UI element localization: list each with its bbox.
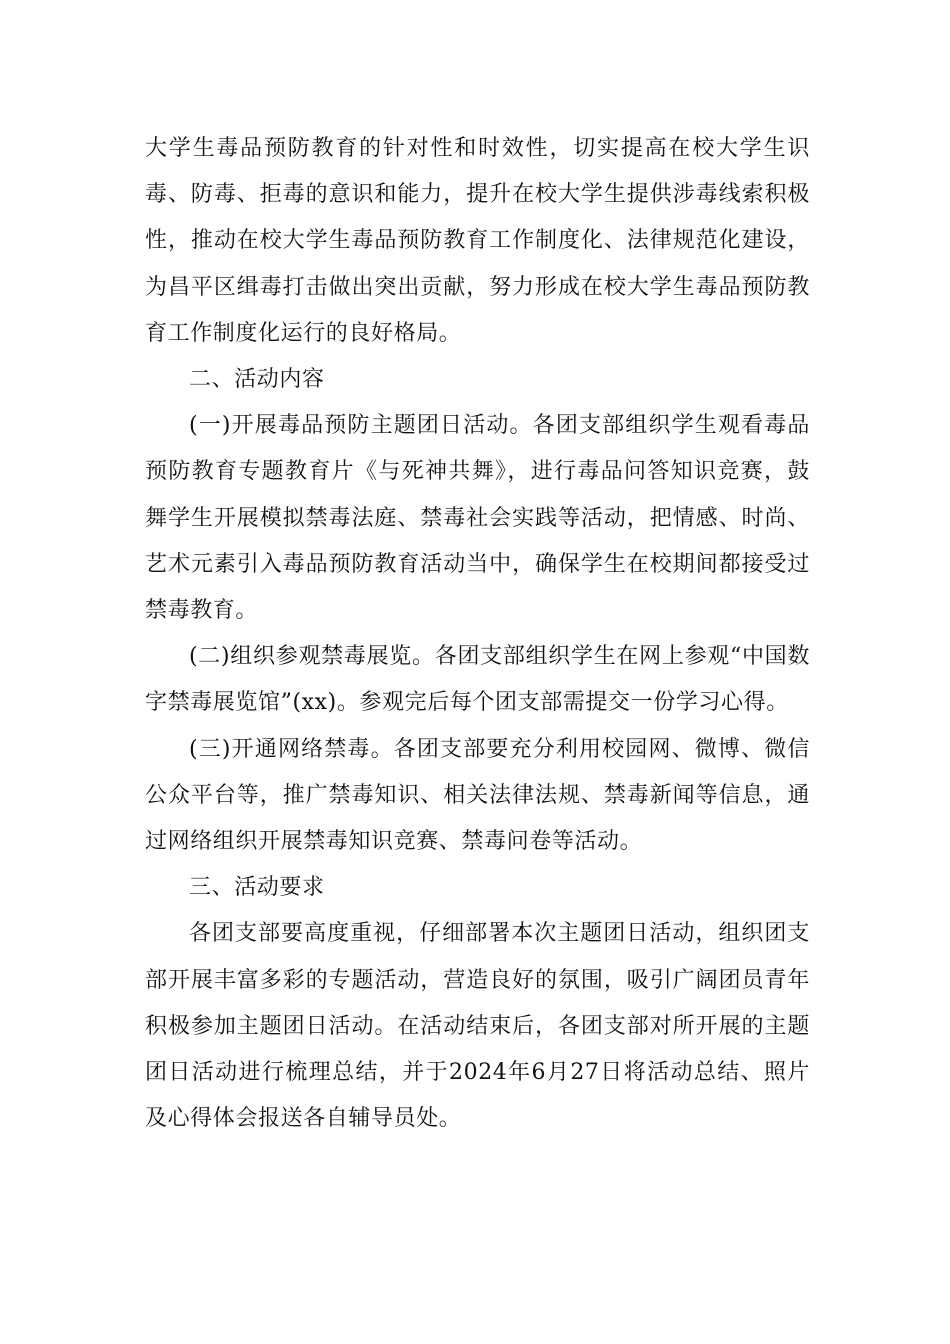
paragraph-intro-continued: 大学生毒品预防教育的针对性和时效性，切实提高在校大学生识毒、防毒、拒毒的意识和能力，提升在校大学生提供涉毒线索积极性，推动在校大学生毒品预防教育工作制度化、法律规范化建设，为昌平区缉毒打击做出突出贡献，努力形成在校大学生毒品预防教育工作制度化运行的良好格局。 [145,136,810,346]
paragraph-item-3: (三)开通网络禁毒。各团支部要充分利用校园网、微博、微信公众平台等，推广禁毒知识、相关法律法规、禁毒新闻等信息，通过网络组织开展禁毒知识竞赛、禁毒问卷等活动。 [145,736,810,855]
paragraph-item-2: (二)组织参观禁毒展览。各团支部组织学生在网上参观“中国数字禁毒展览馆”(xx)。参观完后每个团支部需提交一份学习心得。 [145,644,810,716]
document-body [145,126,810,1142]
paragraph-item-1: (一)开展毒品预防主题团日活动。各团支部组织学生观看毒品预防教育专题教育片《与死神共舞》，进行毒品问答知识竞赛，鼓舞学生开展模拟禁毒法庭、禁毒社会实践等活动，把情感、时尚、艺术元素引入毒品预防教育活动当中，确保学生在校期间都接受过禁毒教育。 [145,413,810,624]
section-heading-activity-requirements: 三、活动要求 [189,875,325,901]
paragraph-requirements: 各团支部要高度重视，仔细部署本次主题团日活动，组织团支部开展丰富多彩的专题活动，营造良好的氛围，吸引广阔团员青年积极参加主题团日活动。在活动结束后，各团支部对所开展的主题团日活动进行梳理总结，并于2024年6月27日将活动总结、照片及心得体会报送各自辅导员处。 [145,921,810,1132]
section-heading-activity-content: 二、活动内容 [189,367,325,393]
